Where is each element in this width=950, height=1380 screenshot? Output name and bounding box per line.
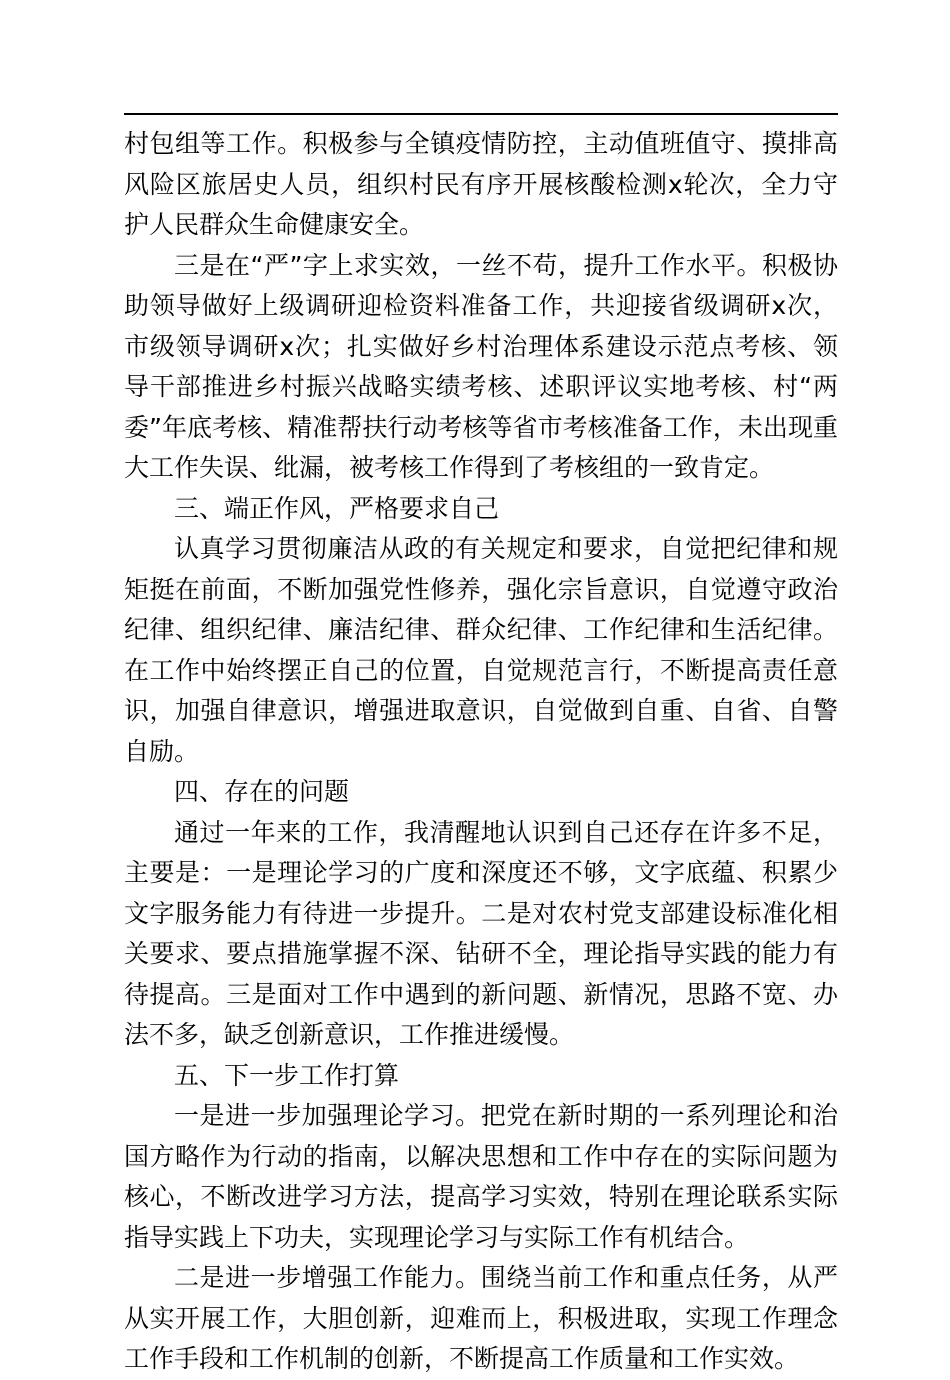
section-heading-problems: 四、存在的问题	[174, 777, 350, 806]
paragraph-continuation: 村包组等工作。积极参与全镇疫情防控，主动值班值守、摸排高风险区旅居史人员，组织村民有序开展核酸检测x轮次，全力守护人民群众生命健康安全。	[124, 129, 838, 239]
section-heading-next-steps: 五、下一步工作打算	[174, 1060, 400, 1090]
paragraph-strict-results: 三是在“严”字上求实效，一丝不苟，提升工作水平。积极协助领导做好上级调研迎检资料准备工作，共迎接省级调研x次，市级领导调研x次；扎实做好乡村治理体系建设示范点考核、领导干部推进乡村振兴战略实绩考核、述职评议实地考核、村“两委”年底考核、精准帮扶行动考核等省市考核准备工作，未出现重大工作失误、纰漏，被考核工作得到了考核组的一致肯定。	[124, 250, 838, 482]
document-body	[124, 124, 838, 1380]
paragraph-problems: 通过一年来的工作，我清醒地认识到自己还存在许多不足，主要是：一是理论学习的广度和深度还不够，文字底蕴、积累少文字服务能力有待进一步提升。二是对农村党支部建设标准化相关要求、要点措施掌握不深、钻研不全，理论指导实践的能力有待提高。三是面对工作中遇到的新问题、新情况，思路不宽、办法不多，缺乏创新意识，工作推进缓慢。	[124, 817, 838, 1049]
paragraph-work-ability: 二是进一步增强工作能力。围绕当前工作和重点任务，从严从实开展工作，大胆创新，迎难而上，积极进取，实现工作理念工作手段和工作机制的创新，不断提高工作质量和工作实效。	[124, 1263, 838, 1373]
section-heading-conduct: 三、端正作风，严格要求自己	[174, 493, 500, 523]
paragraph-theory-study: 一是进一步加强理论学习。把党在新时期的一系列理论和治国方略作为行动的指南，以解决思想和工作中存在的实际问题为核心，不断改进学习方法，提高学习实效，特别在理论联系实际指导实践上下功夫，实现理论学习与实际工作有机结合。	[124, 1101, 838, 1252]
paragraph-conduct: 认真学习贯彻廉洁从政的有关规定和要求，自觉把纪律和规矩挺在前面，不断加强党性修养，强化宗旨意识，自觉遵守政治纪律、组织纪律、廉洁纪律、群众纪律、工作纪律和生活纪律。在工作中始终摆正自己的位置，自觉规范言行，不断提高责任意识，加强自律意识，增强进取意识，自觉做到自重、自省、自警自励。	[124, 534, 838, 766]
header-rule	[124, 113, 838, 115]
